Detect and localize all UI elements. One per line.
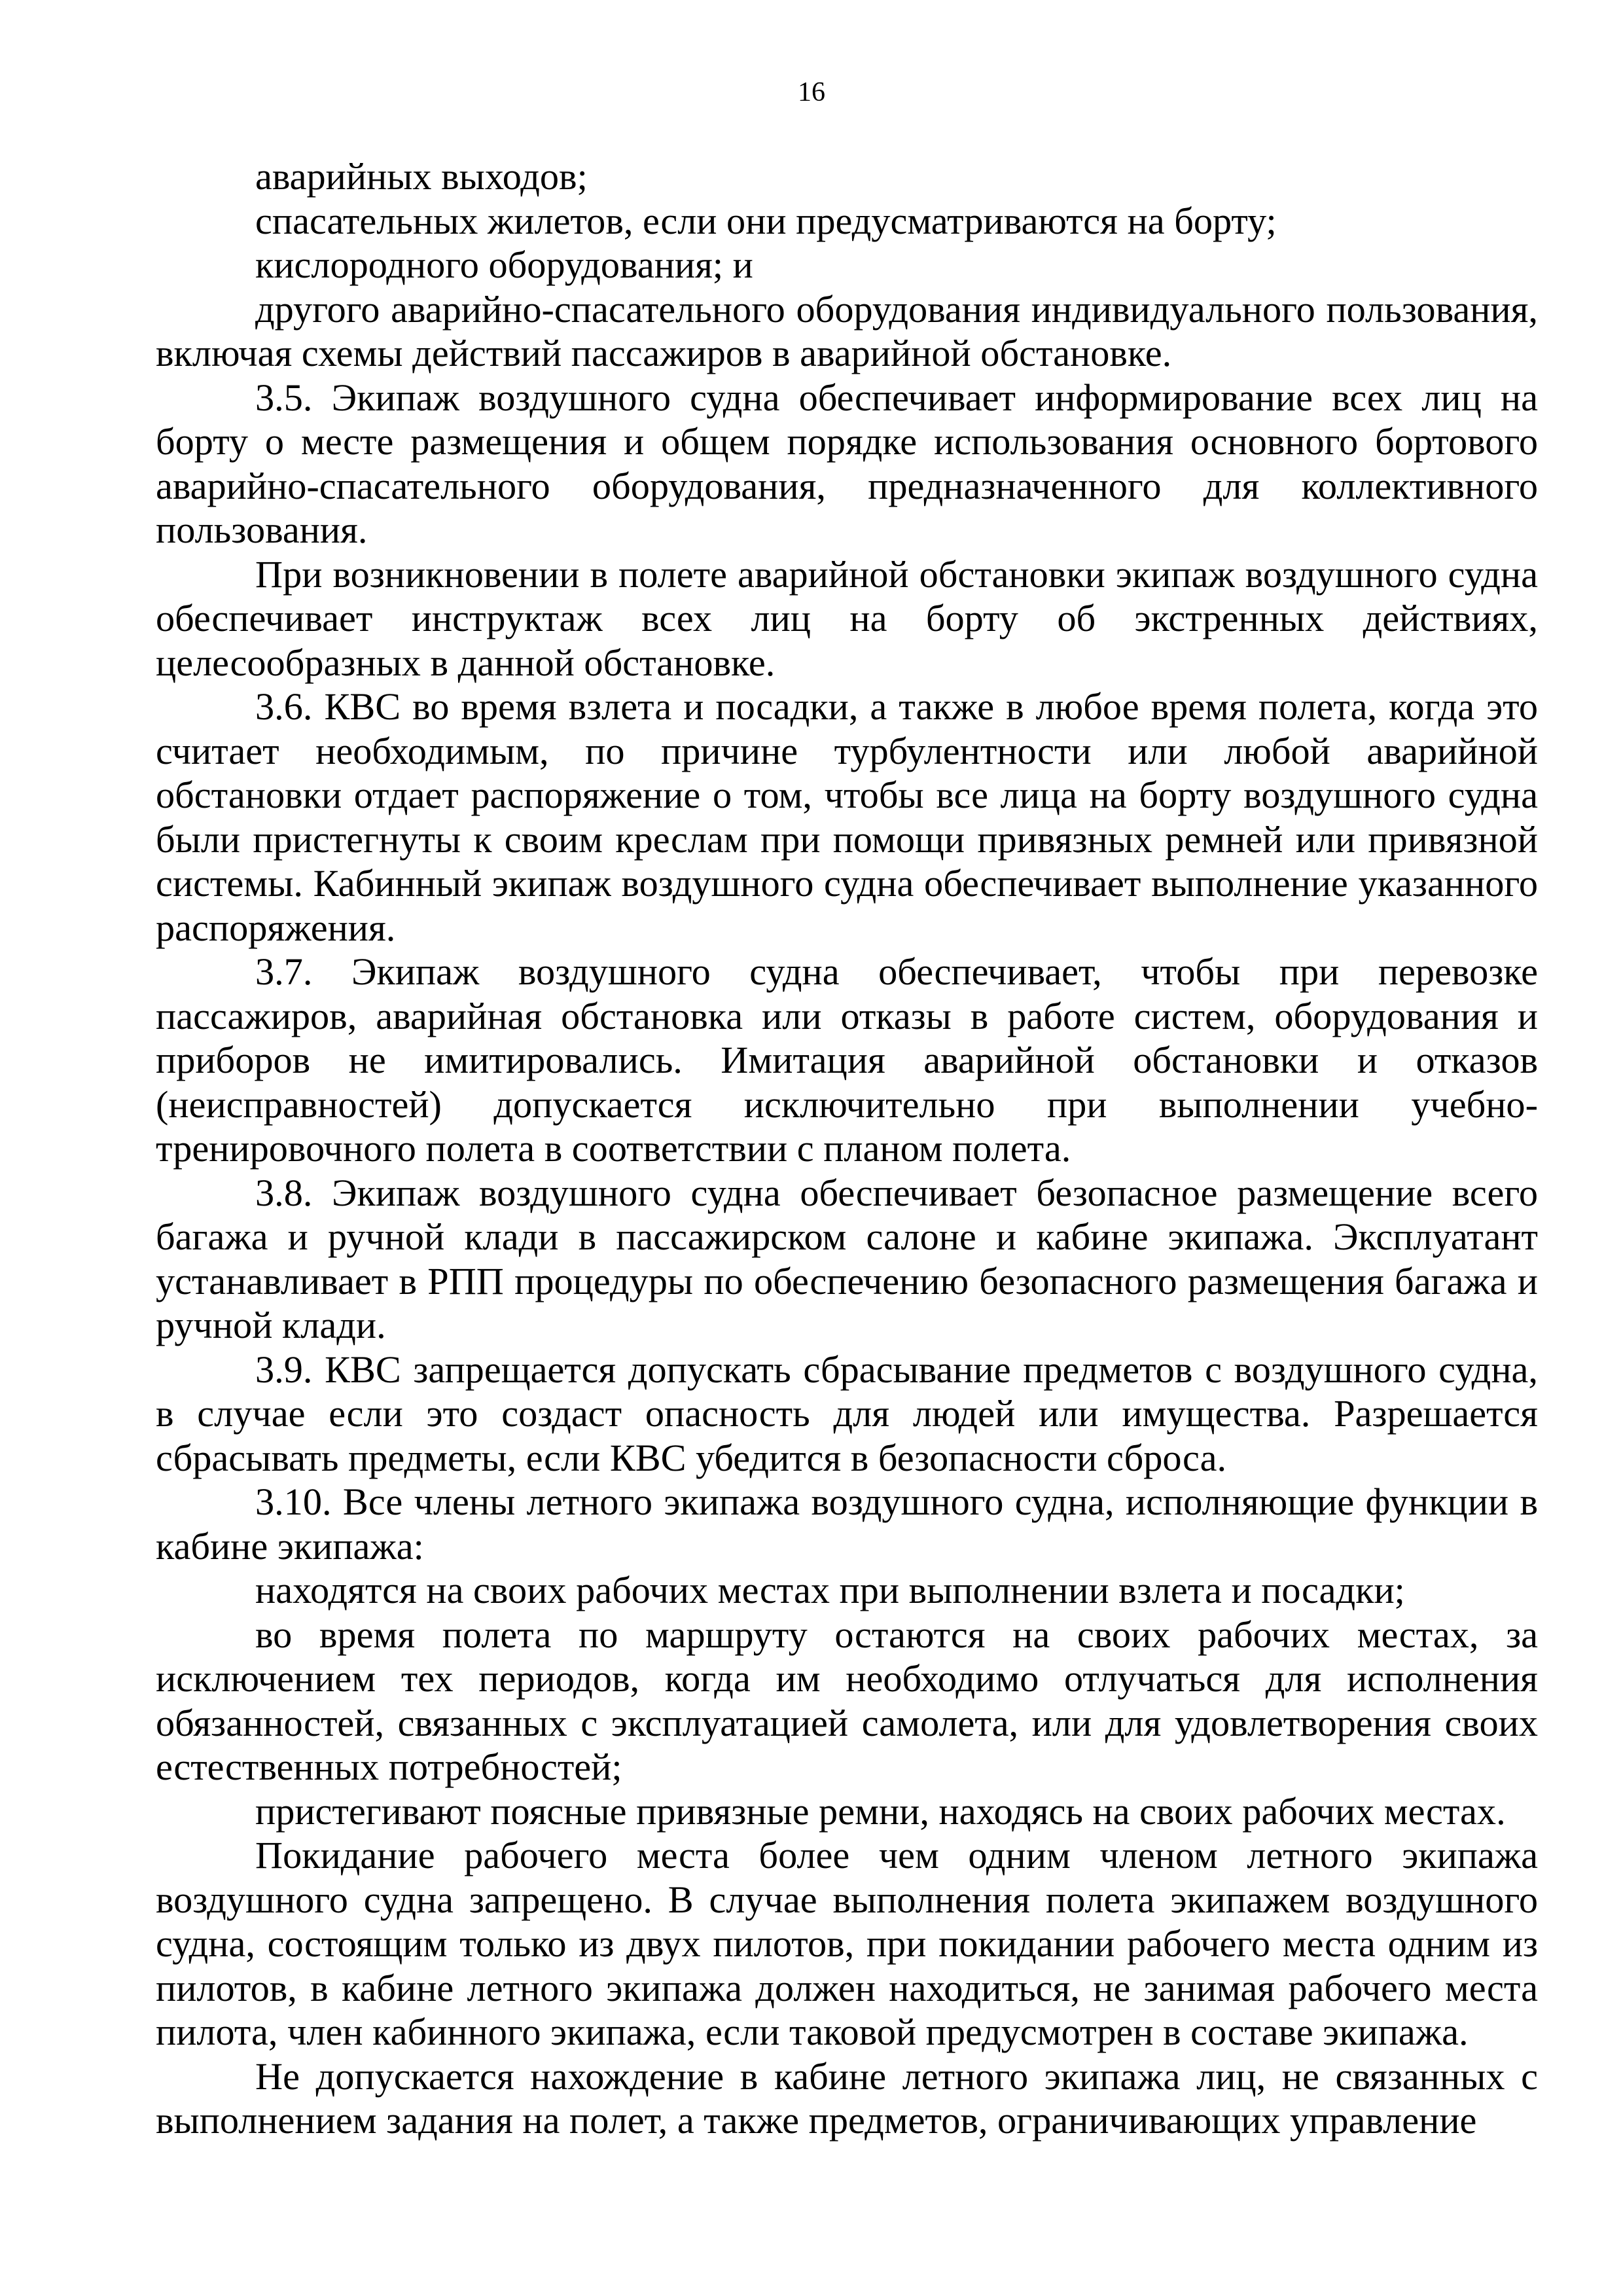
paragraph-3-10: 3.10. Все члены летного экипажа воздушного судна, исполняющие функции в кабине экипажа: (156, 1480, 1538, 1568)
paragraph: При возникновении в полете аварийной обстановки экипаж воздушного судна обеспечивает инструктаж всех лиц на борту об экстренных действиях, целесообразных в данной обстановке. (156, 552, 1538, 684)
paragraph: кислородного оборудования; и (255, 243, 753, 286)
paragraph: Не допускается нахождение в кабине летного экипажа лиц, не связанных с выполнением задания на полет, а также предметов, ограничивающих управление (156, 2054, 1538, 2142)
paragraph-3-9: 3.9. КВС запрещается допускать сбрасывание предметов с воздушного судна, в случае если это создаст опасность для людей или имущества. Разрешается сбрасывать предметы, если КВС убедится в безопасности сброса. (156, 1348, 1538, 1479)
paragraph: находятся на своих рабочих местах при выполнении взлета и посадки; (255, 1569, 1405, 1611)
paragraph-3-8: 3.8. Экипаж воздушного судна обеспечивает безопасное размещение всего багажа и ручной клади в пассажирском салоне и кабине экипажа. Эксплуатант устанавливает в РПП процедуры по обеспечению безопасного размещения багажа и ручной клади. (156, 1171, 1538, 1346)
paragraph-3-5: 3.5. Экипаж воздушного судна обеспечивает информирование всех лиц на борту о месте размещения и общем порядке использования основного бортового аварийно-спасательного оборудования, предназначенного для коллективного пользования. (156, 376, 1538, 551)
paragraph: аварийных выходов; (255, 155, 588, 198)
paragraph-3-7: 3.7. Экипаж воздушного судна обеспечивает, чтобы при перевозке пассажиров, аварийная обстановка или отказы в работе систем, оборудования и приборов не имитировались. Имитация аварийной обстановки и отказов (неисправностей) допускается исключительно при выполнении учебно-тренировочного полета в соответствии с планом полета. (156, 950, 1538, 1170)
paragraph: другого аварийно-спасательного оборудования индивидуального пользования, включая схемы действий пассажиров в аварийной обстановке. (156, 287, 1538, 374)
paragraph: пристегивают поясные привязные ремни, находясь на своих рабочих местах. (255, 1789, 1506, 1833)
document-body (156, 154, 1538, 2143)
paragraph-3-6: 3.6. КВС во время взлета и посадки, а также в любое время полета, когда это считает необходимым, по причине турбулентности или любой аварийной обстановки отдает распоряжение о том, чтобы все лица на борту воздушного судна были пристегнуты к своим креслам при помощи привязных ремней или привязной системы. Кабинный экипаж воздушного судна обеспечивает выполнение указанного распоряжения. (156, 685, 1538, 949)
paragraph: во время полета по маршруту остаются на своих рабочих местах, за исключением тех периодов, когда им необходимо отлучаться для исполнения обязанностей, связанных с эксплуатацией самолета, или для удовлетворения своих естественных потребностей; (156, 1613, 1538, 1788)
paragraph: спасательных жилетов, если они предусматриваются на борту; (255, 199, 1277, 242)
paragraph: Покидание рабочего места более чем одним членом летного экипажа воздушного судна запрещено. В случае выполнения полета экипажем воздушного судна, состоящим только из двух пилотов, при покидании рабочего места одним из пилотов, в кабине летного экипажа должен находиться, не занимая рабочего места пилота, член кабинного экипажа, если таковой предусмотрен в составе экипажа. (156, 1834, 1538, 2053)
page-number: 16 (798, 77, 825, 107)
